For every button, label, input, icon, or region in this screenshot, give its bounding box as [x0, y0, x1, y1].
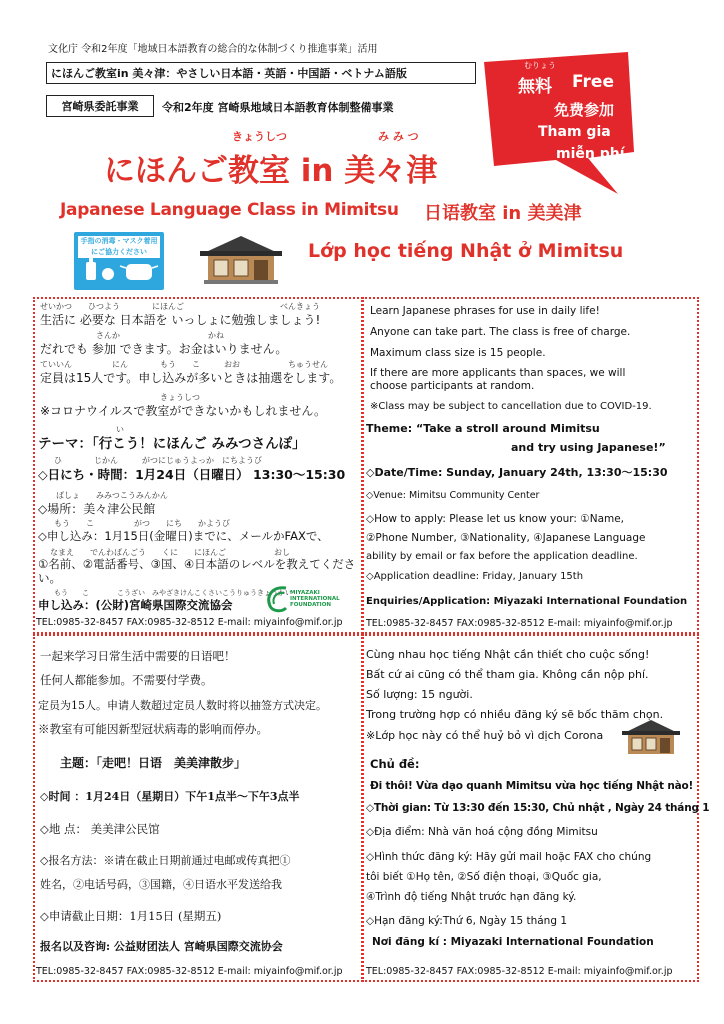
jp-ruby-10: もう こ こうざい みやざきけんこくさいこうりゅうきょうかい: [54, 589, 292, 597]
jp-ruby-6: ひ じかん がつにじゅうよっか にちようび: [54, 456, 262, 465]
vi-theme-label: Chủ đề:: [370, 757, 420, 771]
jp-line-2: だれでも 参加 できます。お金はいりません。: [40, 342, 288, 356]
mif-logo-swirl-icon: [264, 584, 290, 614]
poster-caption: 手指の消毒・マスク着用 にご協力ください: [78, 236, 160, 258]
jp-apply: ◇申し込み：1月15日(金曜日)までに、メールかFAXで、: [38, 529, 329, 543]
zh-venue: ◇地 点： 美美津公民馆: [40, 822, 160, 836]
jp-ruby-2: さんか かね: [96, 331, 224, 340]
zh-line-2: 任何人都能参加。不需要付学费。: [40, 673, 213, 687]
zh-apply-1: ◇报名方法：※请在截止日期前通过电邮或传真把①: [40, 854, 291, 867]
jp-line-3: 定員は15人です。申し込みが多いときは抽選をします。: [40, 371, 342, 385]
jp-ruby-3: ていいん にん もう こ おお ちゅうせん: [40, 360, 328, 369]
header-box-commission: 宮崎県委託事業: [46, 95, 154, 117]
vietnamese-house-icon: [620, 718, 682, 758]
mif-logo: [264, 582, 340, 618]
vi-theme: Đi thôi! Vừa dạo quanh Mimitsu vừa học tiếng Nhật nào!: [370, 780, 694, 792]
jp-ruby-7: ばしょ みみつこうみんかん: [56, 491, 168, 500]
free-badge-burst: [478, 48, 638, 198]
title-japanese: にほんご教室 in 美々津: [104, 153, 438, 189]
vi-line-2: Bất cứ ai cũng có thể tham gia. Không cần nộp phí.: [366, 668, 649, 681]
jp-ruby-9: なまえ でんわばんごう くに にほんご おし: [50, 548, 290, 557]
vi-line-5: ※Lớp học này có thể huỷ bỏ vì dịch Corona: [366, 729, 604, 742]
en-apply-1: ◇How to apply: Please let us know your: ①Name,: [366, 513, 625, 525]
title-vietnamese: Lớp học tiếng Nhật ở Mimitsu: [308, 240, 624, 262]
en-enquiries: Enquiries/Application: Miyazaki International Foundation: [366, 596, 688, 607]
en-venue: ◇Venue: Mimitsu Community Center: [366, 490, 540, 501]
vi-venue: ◇Địa điểm: Nhà văn hoá cộng đồng Mimitsu: [366, 826, 598, 838]
vi-apply-3: ④Trình độ tiếng Nhật trước hạn đăng ký.: [366, 891, 577, 903]
en-line-6: ※Class may be subject to cancellation due to COVID-19.: [370, 401, 652, 412]
vi-apply-1: ◇Hình thức đăng ký: Hãy gửi mail hoặc FAX cho chúng: [366, 851, 652, 863]
vi-org: Nơi đăng kí : Miyazaki International Foundation: [372, 936, 654, 948]
japanese-house-icon: [196, 234, 286, 286]
zh-line-4: ※教室有可能因新型冠状病毒的影响而停办。: [38, 722, 268, 736]
jp-ruby-1: せいかつ ひつよう にほんご べんきょう: [40, 302, 320, 311]
vi-line-4: Trong trường hợp có nhiều đăng ký sẽ bốc thăm chọn.: [366, 708, 664, 721]
jp-ruby-5: い: [116, 425, 124, 434]
jp-ruby-4: きょうしつ: [160, 393, 200, 402]
free-line2: 免费参加: [554, 101, 615, 119]
en-deadline: ◇Application deadline: Friday, January 15th: [366, 571, 584, 582]
en-tel: TEL:0985-32-8457 FAX:0985-32-8512 E-mail: miyainfo@mif.or.jp: [366, 618, 673, 629]
title-english: Japanese Language Class in Mimitsu: [60, 200, 399, 220]
title-chinese: 日语教室 in 美美津: [424, 203, 582, 224]
header-agency: 文化庁 令和2年度「地域日本語教育の総合的な体制づくり推進事業」活用: [48, 44, 378, 55]
mif-logo-line3: FOUNDATION: [290, 602, 331, 608]
jp-tel: TEL:0985-32-8457 FAX:0985-32-8512 E-mail: miyainfo@mif.or.jp: [36, 617, 343, 628]
vi-deadline: ◇Hạn đăng ký:Thứ 6, Ngày 15 tháng 1: [366, 915, 568, 927]
zh-org: 报名以及咨询: 公益财团法人 宮崎県国際交流协会: [40, 940, 283, 953]
en-line-3: Maximum class size is 15 people.: [370, 347, 546, 359]
en-apply-3: ability by email or fax before the application deadline.: [366, 551, 638, 562]
jp-date: ◇日にち・時間：1月24日（日曜日） 13:30～15:30: [38, 467, 346, 482]
zh-line-1: 一起来学习日常生活中需要的日语吧！: [40, 649, 236, 663]
zh-theme: 主题：「走吧！日语 美美津散步」: [60, 756, 247, 770]
vi-apply-2: tôi biết ①Họ tên, ②Số điện thoại, ③Quốc gia,: [366, 871, 602, 883]
en-line-5: choose participants at random.: [370, 380, 535, 392]
mif-logo-line2: INTERNATIONAL: [290, 596, 340, 602]
jp-ruby-8: もう こ がつ にち かようび: [54, 519, 230, 528]
free-line1a: 無料: [518, 77, 552, 97]
zh-line-3: 定员为15人。申请人数超过定员人数时将以抽签方式决定。: [38, 699, 327, 712]
vi-tel: TEL:0985-32-8457 FAX:0985-32-8512 E-mail: miyainfo@mif.or.jp: [366, 966, 673, 977]
jp-line-1: 生活に 必要な 日本語を いっしょに勉強しましょう!: [40, 313, 321, 327]
free-line1b: Free: [572, 72, 614, 92]
en-line-4: If there are more applicants than spaces, we will: [370, 367, 626, 379]
zh-deadline: ◇申请截止日期：1月15日 (星期五): [40, 909, 222, 923]
jp-apply-2: ①名前、②電話番号、③国、④日本語のレベルを教えてください。: [38, 557, 356, 585]
en-theme-1: Theme: “Take a stroll around Mimitsu: [366, 422, 600, 435]
vi-line-3: Số lượng: 15 người.: [366, 688, 473, 701]
header-box-languages: にほんご教室in 美々津：やさしい日本語・英語・中国語・ベトナム語版: [46, 62, 476, 84]
mif-logo-line1: MIYAZAKI: [290, 590, 320, 596]
jp-theme: テーマ：「行こう！にほんご みみつさんぽ」: [38, 436, 306, 452]
en-line-1: Learn Japanese phrases for use in daily life!: [370, 305, 600, 317]
zh-apply-2: 姓名，②电话号码，③国籍，④日语水平发送给我: [40, 878, 282, 891]
free-line3: Tham gia: [538, 124, 611, 140]
vi-line-1: Cùng nhau học tiếng Nhật cần thiết cho cuộc sống!: [366, 648, 650, 661]
zh-tel: TEL:0985-32-8457 FAX:0985-32-8512 E-mail: miyainfo@mif.or.jp: [36, 966, 343, 977]
zh-time: ◇时间 ：1月24日（星期日）下午1点半～下午3点半: [40, 790, 300, 803]
en-theme-2: and try using Japanese!”: [511, 441, 666, 454]
jp-line-4: ※コロナウイルスで教室ができないかもしれません。: [40, 404, 327, 418]
en-date: ◇Date/Time: Sunday, January 24th, 13:30～15:30: [366, 466, 668, 479]
mask-hygiene-poster: [74, 232, 164, 290]
en-line-2: Anyone can take part. The class is free of charge.: [370, 326, 631, 338]
title-ruby-mimitsu: み み つ: [378, 130, 419, 143]
title-ruby-kyoushitsu: きょうしつ: [232, 130, 287, 143]
hand-sanitizer-mask-icon: [74, 258, 164, 288]
en-apply-2: ②Phone Number, ③Nationality, ④Japanese Language: [366, 532, 646, 544]
free-line4: miễn phí: [556, 146, 625, 162]
header-commission-desc: 令和2年度 宮崎県地域日本語教育体制整備事業: [162, 101, 394, 114]
jp-org: 申し込み：(公財)宮崎県国際交流協会: [38, 598, 233, 612]
free-ruby: むりょう: [524, 61, 556, 70]
vi-time: ◇Thời gian: Từ 13:30 đến 15:30, Chủ nhật , Ngày 24 tháng 1: [366, 802, 710, 814]
jp-venue: ◇場所：美々津公民館: [38, 502, 156, 516]
